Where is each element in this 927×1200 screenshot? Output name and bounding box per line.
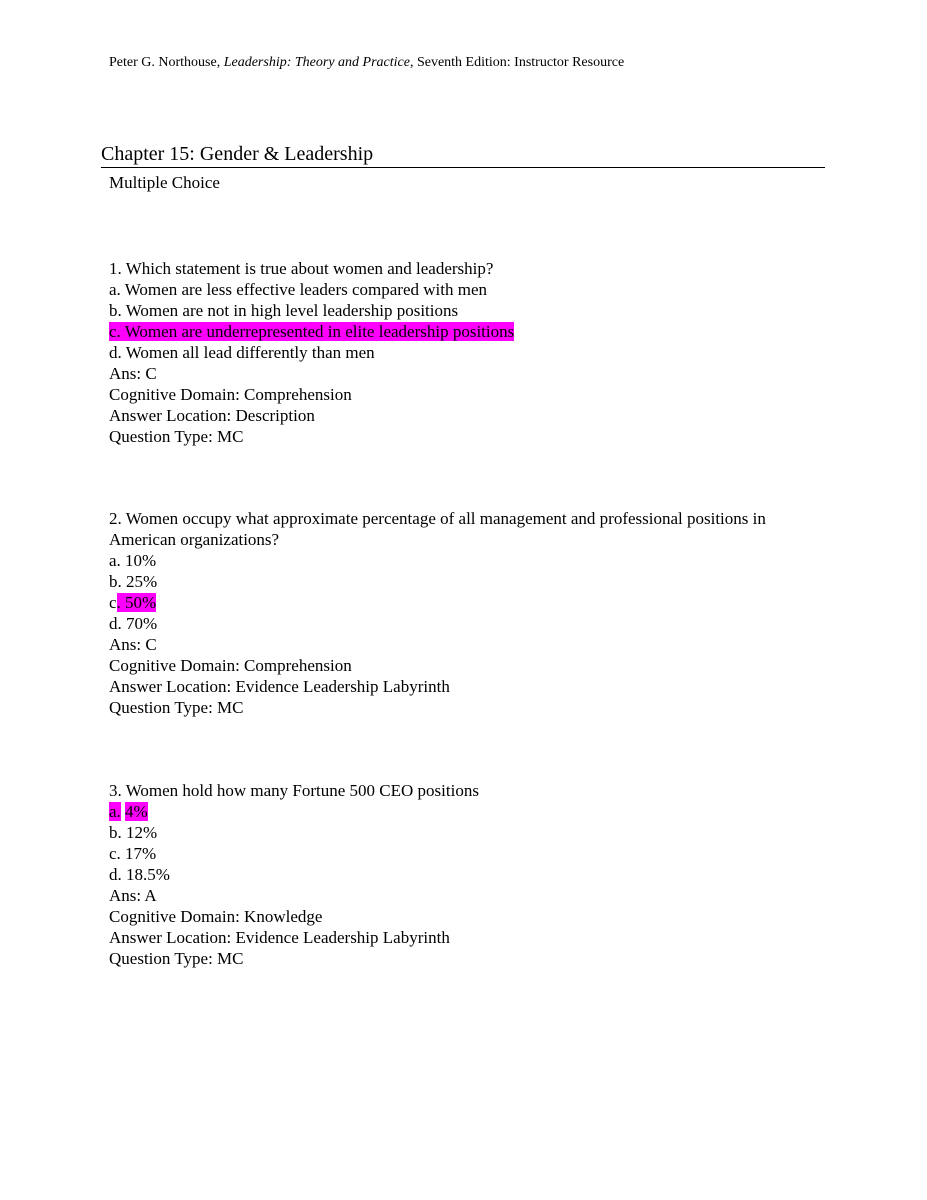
option-prefix-highlighted: a. xyxy=(109,802,121,821)
question-stem: 1. Which statement is true about women and leadership? xyxy=(109,259,494,278)
option-prefix: c xyxy=(109,593,117,612)
cognitive-domain: Cognitive Domain: Comprehension xyxy=(109,656,352,675)
question-2 xyxy=(109,508,825,718)
answer-option xyxy=(109,613,825,634)
option-text: d. Women all lead differently than men xyxy=(109,343,375,362)
section-label: Multiple Choice xyxy=(109,173,220,192)
answer-option xyxy=(109,300,825,321)
answer-location: Answer Location: Evidence Leadership Labyrinth xyxy=(109,928,450,947)
question-1 xyxy=(109,258,825,447)
answer-location: Answer Location: Description xyxy=(109,406,315,425)
question-stem: 3. Women hold how many Fortune 500 CEO positions xyxy=(109,781,479,800)
question-type: Question Type: MC xyxy=(109,698,244,717)
cognitive-domain: Cognitive Domain: Knowledge xyxy=(109,907,323,926)
option-text: b. 25% xyxy=(109,572,158,591)
answer-option xyxy=(109,571,825,592)
header-author: Peter G. Northouse, xyxy=(109,55,224,70)
answer-option xyxy=(109,342,825,363)
question-stem: 2. Women occupy what approximate percentage of all management and professional positions in American organizations? xyxy=(109,509,766,549)
answer-option xyxy=(109,822,825,843)
answer-option xyxy=(109,279,825,300)
answer-option xyxy=(109,864,825,885)
cognitive-domain: Cognitive Domain: Comprehension xyxy=(109,385,352,404)
question-3 xyxy=(109,780,825,969)
answer-option-correct xyxy=(109,321,825,342)
option-text: d. 70% xyxy=(109,614,158,633)
question-type: Question Type: MC xyxy=(109,949,244,968)
answer-key: Ans: A xyxy=(109,886,157,905)
answer-option-correct xyxy=(109,592,825,613)
chapter-title: Chapter 15: Gender & Leadership xyxy=(101,141,825,168)
option-text: b. 12% xyxy=(109,823,158,842)
option-text: b. Women are not in high level leadership positions xyxy=(109,301,459,320)
option-text: a. 10% xyxy=(109,551,157,570)
answer-option xyxy=(109,550,825,571)
answer-location: Answer Location: Evidence Leadership Labyrinth xyxy=(109,677,450,696)
answer-option-correct xyxy=(109,801,825,822)
header-book-title: Leadership: Theory and Practice xyxy=(223,55,410,70)
option-text: c. 17% xyxy=(109,844,157,863)
page-header xyxy=(109,54,624,72)
question-type: Question Type: MC xyxy=(109,427,244,446)
option-text: a. Women are less effective leaders compared with men xyxy=(109,280,487,299)
option-text-highlighted: c. Women are underrepresented in elite leadership positions xyxy=(109,322,515,341)
answer-key: Ans: C xyxy=(109,364,157,383)
option-text-highlighted: 4% xyxy=(125,802,148,821)
answer-key: Ans: C xyxy=(109,635,157,654)
option-text: d. 18.5% xyxy=(109,865,170,884)
answer-option xyxy=(109,843,825,864)
header-edition: , Seventh Edition: Instructor Resource xyxy=(409,55,625,70)
option-text-highlighted: . 50% xyxy=(116,593,157,612)
